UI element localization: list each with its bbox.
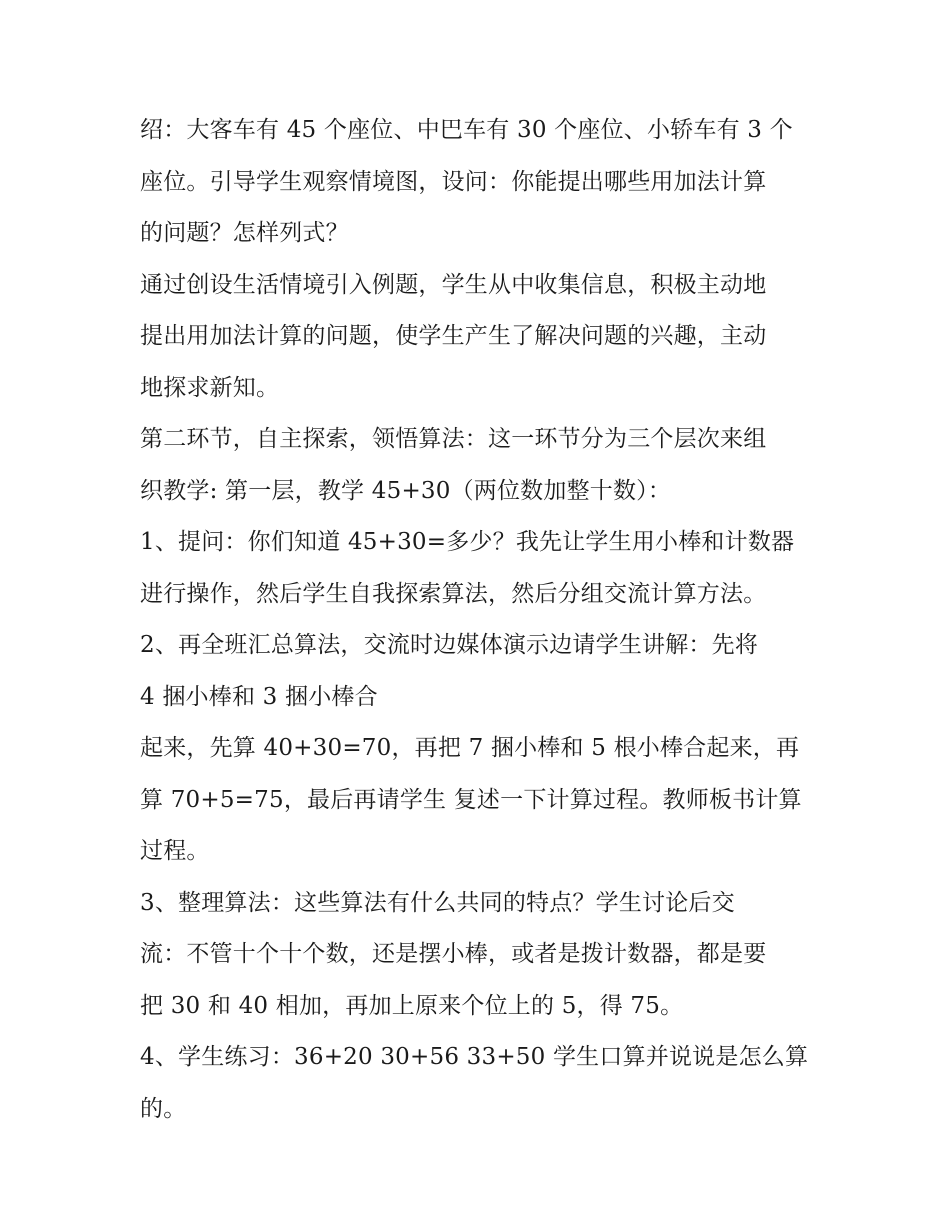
text-line-15: 过程。: [140, 838, 210, 864]
text-line-16: 3、整理算法：这些算法有什么共同的特点？学生讨论后交: [140, 889, 735, 916]
text-line-11: 2、再全班汇总算法，交流时边媒体演示边请学生讲解：先将: [140, 632, 759, 658]
text-line-10: 进行操作，然后学生自我探索算法，然后分组交流计算方法。: [140, 580, 767, 607]
text-line-14: 算 70+5=75，最后再请学生 复述一下计算过程。教师板书计算: [140, 786, 802, 813]
text-line-20: 的。: [140, 1095, 187, 1122]
text-line-9: 1、提问：你们知道 45+30=多少？我先让学生用小棒和计数器: [140, 529, 795, 555]
text-line-13: 起来，先算 40+30=70，再把 7 捆小棒和 5 根小棒合起来，再: [140, 735, 800, 761]
text-line-8: 织教学: 第一层，教学 45+30（两位数加整十数）：: [140, 477, 672, 504]
document-body: [140, 105, 830, 1135]
text-line-6: 地探求新知。: [140, 374, 280, 401]
text-line-7: 第二环节，自主探索，领悟算法：这一环节分为三个层次来组: [140, 426, 767, 452]
text-line-17: 流：不管十个十个数，还是摆小棒，或者是拨计数器，都是要: [140, 941, 767, 967]
text-line-3: 的问题？怎样列式？: [140, 220, 349, 246]
text-line-5: 提出用加法计算的问题，使学生产生了解决问题的兴趣，主动: [140, 323, 767, 349]
text-line-4: 通过创设生活情境引入例题，学生从中收集信息，积极主动地: [140, 271, 767, 298]
text-line-18: 把 30 和 40 相加，再加上原来个位上的 5，得 75。: [140, 992, 684, 1019]
text-line-12: 4 捆小棒和 3 捆小棒合: [140, 683, 378, 710]
text-line-2: 座位。引导学生观察情境图，设问：你能提出哪些用加法计算: [140, 168, 767, 195]
text-line-19: 4、学生练习：36+20 30+56 33+50 学生口算并说说是怎么算: [140, 1044, 809, 1070]
text-line-1: 绍：大客车有 45 个座位、中巴车有 30 个座位、小轿车有 3 个: [140, 117, 793, 143]
